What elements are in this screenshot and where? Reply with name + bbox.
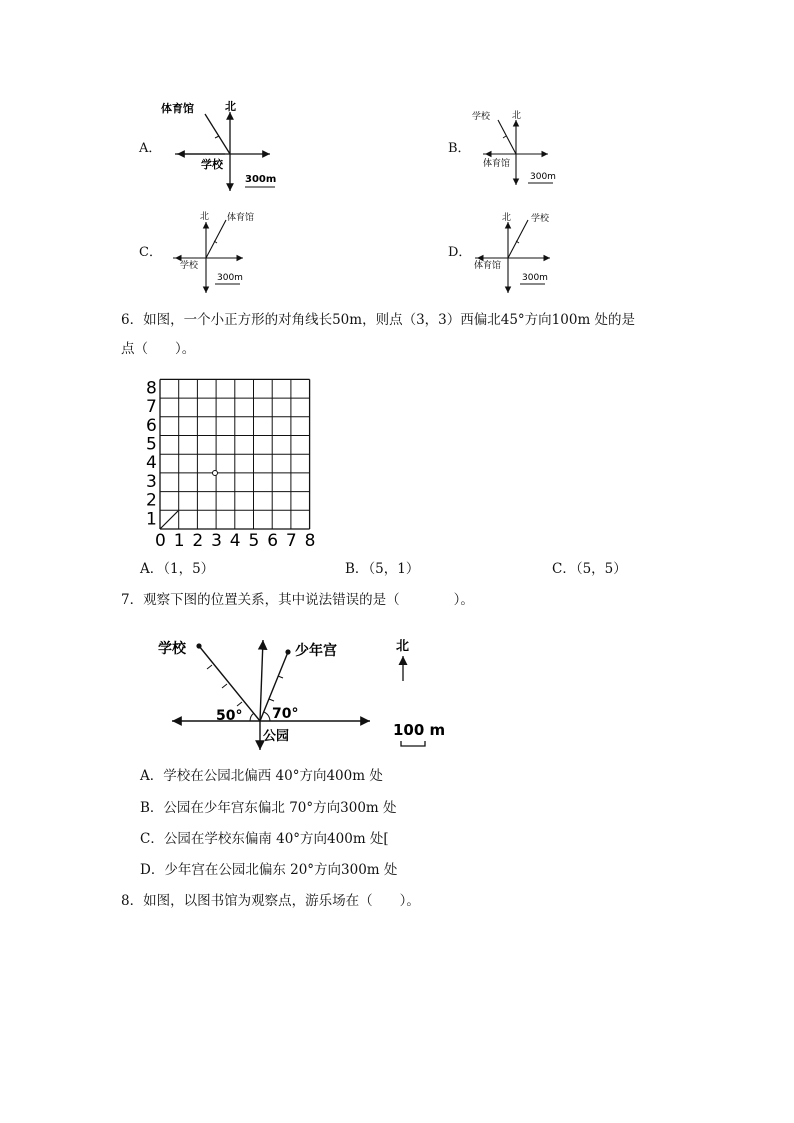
q5-d-north-label: 北	[502, 213, 512, 223]
q7-scale-label: 100 m	[393, 721, 446, 739]
q5-c-scale-label: 300m	[217, 273, 243, 283]
q5-option-b-letter: B．	[448, 141, 471, 156]
x-axis-label: 1	[173, 531, 185, 550]
q5-d-place-label: 学校	[531, 214, 550, 224]
q5-c-place-label: 体育馆	[227, 213, 255, 223]
q7-angle-left: 50°	[216, 708, 243, 724]
q6-option-c: C．（5，5）	[552, 561, 627, 577]
q5-a-scale-label: 300m	[245, 174, 277, 185]
q5-b-other-label: 体育馆	[483, 159, 511, 169]
q6-option-a: A．（1，5）	[140, 561, 215, 577]
x-axis-label: 7	[285, 531, 297, 550]
q5-option-c-diagram	[168, 208, 268, 296]
q7-diagram	[150, 628, 460, 753]
q5-b-north-label: 北	[512, 111, 522, 121]
q5-option-d-letter: D．	[448, 245, 472, 260]
q5-option-d-diagram	[470, 208, 570, 296]
q6-grid-lines	[160, 379, 310, 529]
q7-school-label: 学校	[158, 641, 186, 657]
x-axis-label: 4	[229, 531, 241, 550]
q7-option-b: B．公园在少年宫东偏北 70°方向300m 处	[140, 800, 397, 816]
y-axis-label: 5	[146, 434, 157, 455]
y-axis-label: 3	[146, 471, 157, 492]
q5-b-scale-label: 300m	[530, 172, 556, 182]
y-axis-label: 1	[146, 509, 157, 530]
q6-diagonal-sample	[160, 511, 178, 529]
q5-c-north-label: 北	[200, 212, 210, 222]
q7-park-label: 公园	[263, 729, 290, 744]
q5-option-b-diagram	[468, 105, 568, 190]
y-axis-label: 6	[146, 415, 157, 436]
q5-option-a-letter: A．	[139, 141, 162, 156]
y-axis-label: 8	[146, 378, 157, 399]
y-axis-label: 2	[146, 490, 157, 511]
q8-stem: 8．如图，以图书馆为观察点，游乐场在（ ）。	[121, 893, 420, 909]
q6-point-3-3	[213, 471, 218, 476]
q6-axis-labels	[146, 378, 315, 550]
x-axis-label: 0	[155, 531, 166, 550]
q5-d-scale-label: 300m	[522, 273, 548, 283]
q5-a-north-label: 北	[225, 100, 236, 113]
x-axis-label: 6	[267, 531, 279, 550]
q7-option-c: C．公园在学校东偏南 40°方向400m 处[	[140, 831, 389, 847]
q5-option-a-diagram	[155, 98, 285, 193]
q6-stem-line1: 6．如图，一个小正方形的对角线长50m，则点（3，3）西偏北45°方向100m 处的是	[121, 312, 636, 328]
q7-north-label: 北	[396, 639, 410, 654]
q6-grid-diagram	[140, 370, 330, 550]
y-axis-label: 7	[146, 397, 157, 418]
q5-c-other-label: 学校	[180, 261, 199, 271]
q6-option-b: B．（5，1）	[345, 561, 420, 577]
q7-palace-label: 少年宫	[295, 643, 337, 659]
q7-stem: 7．观察下图的位置关系，其中说法错误的是（ ）。	[121, 592, 474, 608]
q7-option-a: A．学校在公园北偏西 40°方向400m 处	[140, 768, 383, 784]
x-axis-label: 2	[192, 531, 204, 550]
q5-a-place-label: 体育馆	[161, 102, 194, 115]
q5-a-other-label: 学校	[201, 158, 223, 171]
y-axis-label: 4	[146, 453, 157, 474]
q7-angle-right: 70°	[272, 706, 299, 722]
x-axis-label: 3	[211, 531, 222, 550]
q5-b-place-label: 学校	[472, 112, 491, 122]
q6-stem-line2: 点（ ）。	[121, 341, 196, 357]
q7-option-d: D．少年宫在公园北偏东 20°方向300m 处	[140, 862, 398, 878]
x-axis-label: 8	[304, 531, 316, 550]
q5-option-c-letter: C．	[139, 245, 162, 260]
q5-d-other-label: 体育馆	[474, 261, 502, 271]
x-axis-label: 5	[248, 531, 260, 550]
